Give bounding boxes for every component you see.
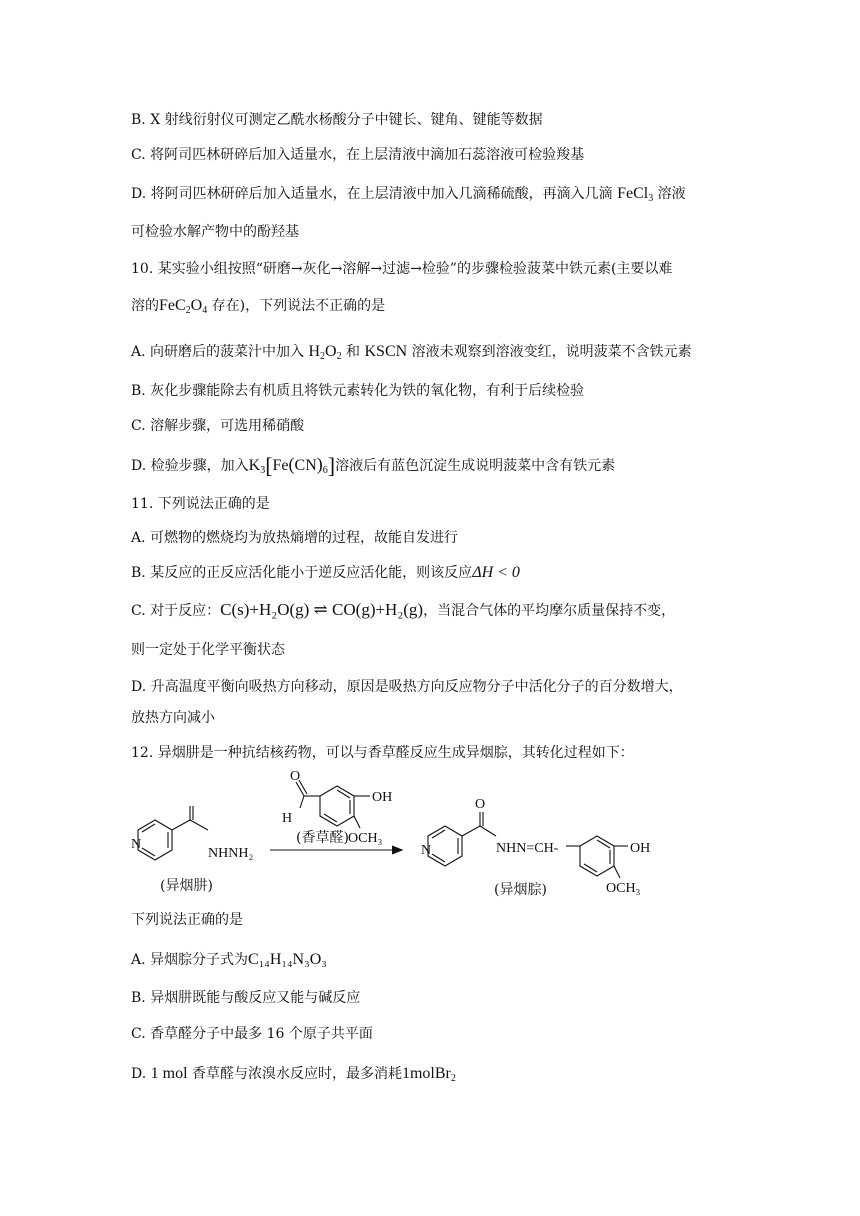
product-o: O <box>475 797 486 812</box>
q12-stem: 12. 异烟肼是一种抗结核药物，可以与香草醛反应生成异烟腙，其转化过程如下： <box>131 745 634 761</box>
vanillin-och3: OCH₃ <box>348 831 383 846</box>
q9-option-d: D. 将阿司匹林研碎后加入适量水，在上层清液中加入几滴稀硫酸，再滴入几滴 FeCl$_3$ 溶液 <box>131 185 686 204</box>
q11-option-c-line2: 则一定处于化学平衡状态 <box>131 642 285 658</box>
q9-option-d-line2: 可检验水解产物中的酚羟基 <box>131 224 299 240</box>
q9-option-c: C. 将阿司匹林研碎后加入适量水，在上层清液中滴加石蕊溶液可检验羧基 <box>131 147 585 163</box>
q10-stem-line1: 10. 某实验小组按照“研磨→灰化→溶解→过滤→检验”的步骤检验菠菜中铁元素(主要以难 <box>131 261 673 277</box>
q12-option-c: C. 香草醛分子中最多 16 个原子共平面 <box>131 1026 373 1042</box>
q12-option-d: D. 1 mol 香草醛与浓溴水反应时，最多消耗1molBr$_2$ <box>131 1065 456 1084</box>
q10-option-a: A. 向研磨后的菠菜汁中加入 $H_2O_2$ 和 KSCN 溶液未观察到溶液变红，说明菠菜不含铁元素 <box>131 343 692 362</box>
q12-after-stem: 下列说法正确的是 <box>131 912 243 928</box>
reagent-name: (香草醛) <box>296 830 349 846</box>
vanillin-structure <box>296 780 370 828</box>
reactant-group: NHNH₂ <box>208 846 254 861</box>
q11-option-b: B. 某反应的正反应活化能小于逆反应活化能，则该反应ΔH < 0 <box>131 564 520 581</box>
q12-option-b: B. 异烟肼既能与酸反应又能与碱反应 <box>131 990 361 1006</box>
q10-option-b: B. 灰化步骤能除去有机质且将铁元素转化为铁的氧化物，有利于后续检验 <box>131 383 585 399</box>
product-och3: OCH₃ <box>606 881 641 896</box>
product-chain: NHN=CH- <box>496 841 559 856</box>
q10-option-c: C. 溶解步骤，可选用稀硝酸 <box>131 418 305 434</box>
q11-stem: 11. 下列说法正确的是 <box>131 496 270 512</box>
reactant-name: (异烟肼) <box>160 878 213 894</box>
q11-option-a: A. 可燃物的燃烧均为放热熵增的过程，故能自发进行 <box>131 530 459 546</box>
product-name: (异烟腙) <box>494 882 547 898</box>
isoniazid-structure <box>138 806 208 860</box>
q10-option-d: D. 检验步骤，加入$K_3[Fe(CN)_6]$溶液后有蓝色沉淀生成说明菠菜中含有铁元素 <box>131 453 616 478</box>
q10-stem-line2: 溶的$FeC_2O_4$ 存在)，下列说法不正确的是 <box>131 297 386 316</box>
vanillin-h: H <box>282 811 293 826</box>
q12-option-a: A. 异烟腙分子式为C₁₄H₁₄N₃O₃ <box>131 951 327 968</box>
vanillin-o: O <box>290 769 301 784</box>
product-ring-n: N <box>421 843 432 858</box>
ring-n-label: N <box>131 837 142 852</box>
q11-option-d-line2: 放热方向减小 <box>131 710 215 726</box>
product-oh: OH <box>630 841 651 856</box>
vanillin-oh: OH <box>372 790 393 805</box>
q11-option-c: C. 对于反应：C(s)+H₂O(g) ⇌ CO(g)+H₂(g)，当混合气体的平均摩尔质量保持不变， <box>131 600 676 619</box>
q11-option-d: D. 升高温度平衡向吸热方向移动，原因是吸热方向反应物分子中活化分子的百分数增大， <box>131 679 683 695</box>
reaction-scheme <box>0 768 860 908</box>
q9-option-b: B. X 射线衍射仪可测定乙酰水杨酸分子中键长、键角、键能等数据 <box>131 112 543 128</box>
